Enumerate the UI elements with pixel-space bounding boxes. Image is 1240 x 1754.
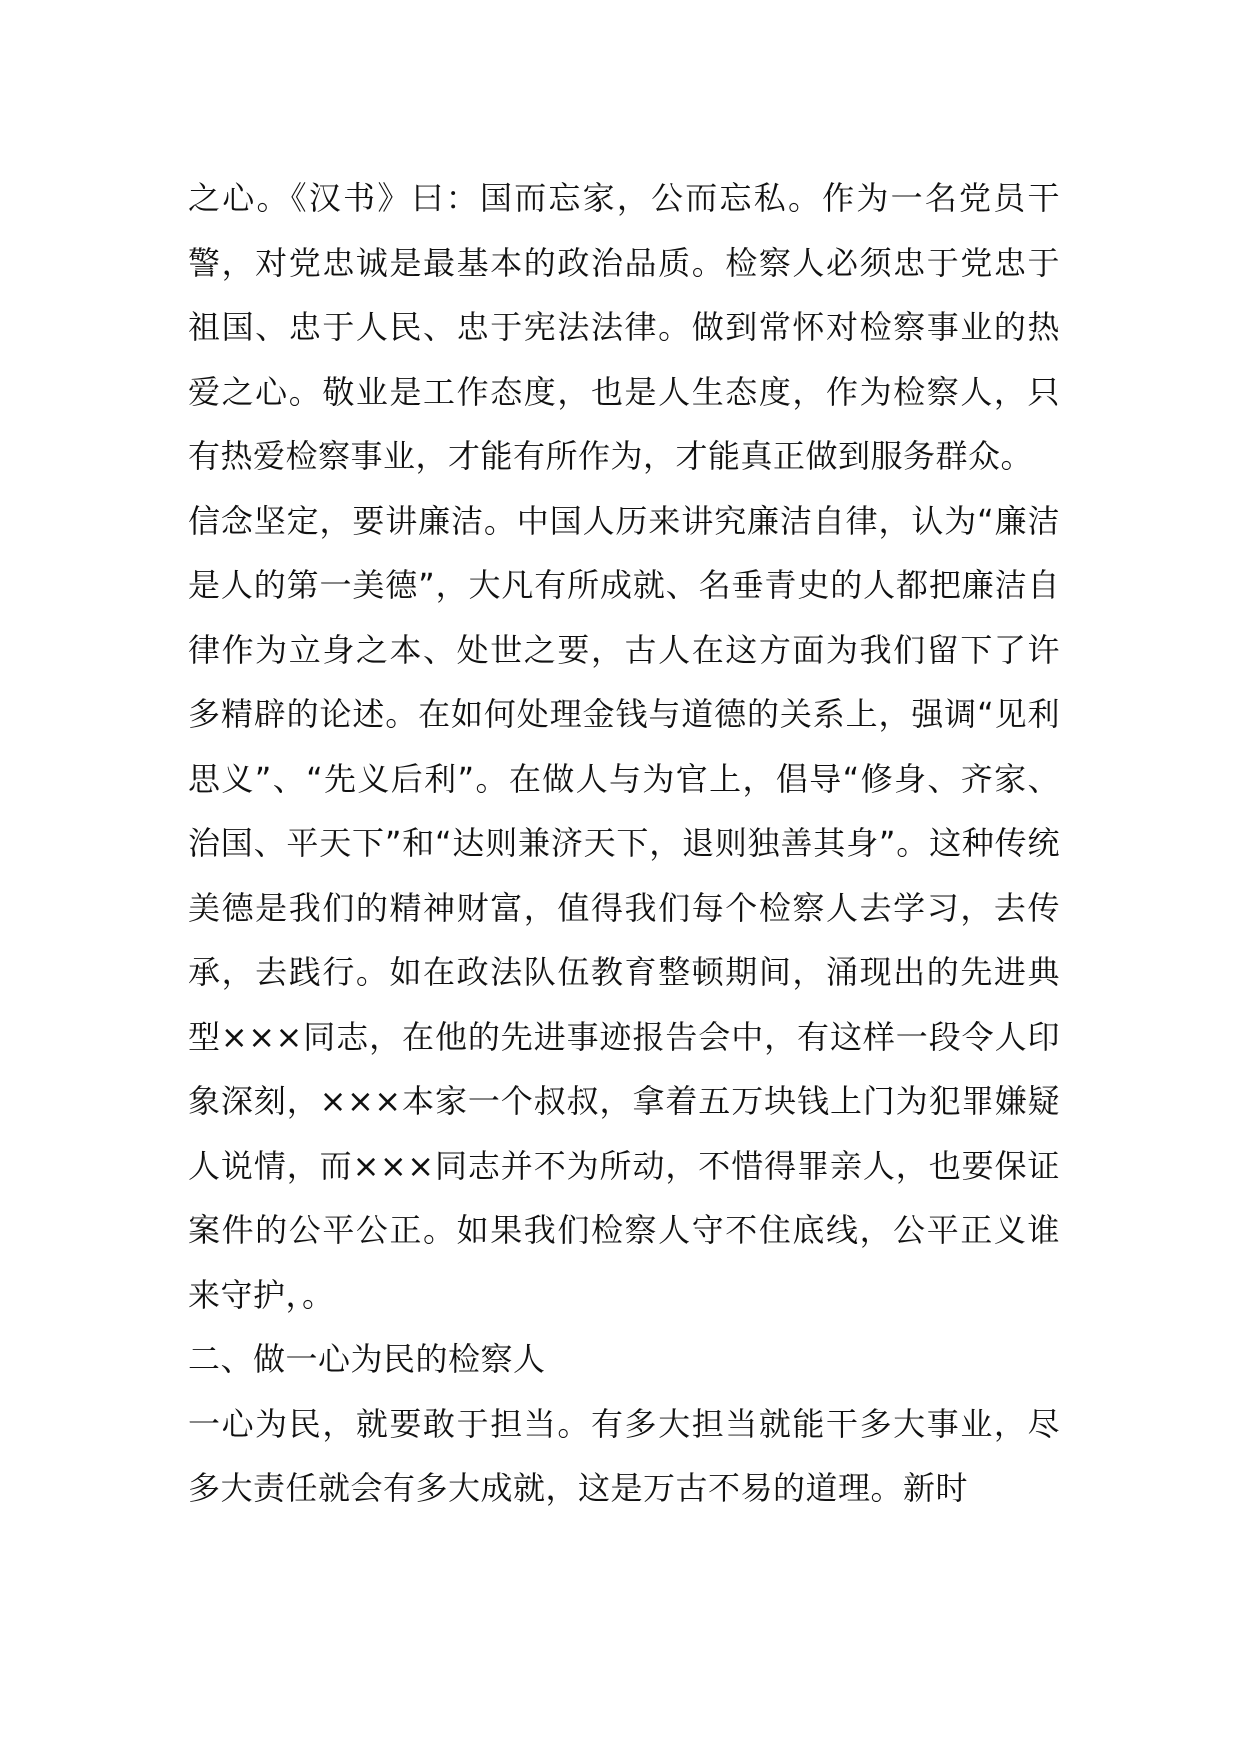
section-heading: 二、做一心为民的检察人 xyxy=(188,1340,546,1378)
paragraph-responsibility: 一心为民，就要敢于担当。有多大担当就能干多大事业，尽多大责任就会有多大成就，这是万古不易的道理。新时 xyxy=(188,1404,1060,1507)
paragraph-loyalty: 之心。《汉书》曰：国而忘家，公而忘私。作为一名党员干警，对党忠诚是最基本的政治品质。检察人必须忠于党忠于祖国、忠于人民、忠于宪法法律。做到常怀对检察事业的热爱之心。敬业是工作态度，也是人生态度，作为检察人，只有热爱检察事业，才能有所作为，才能真正做到服务群众。 xyxy=(188,179,1060,475)
paragraph-integrity: 信念坚定，要讲廉洁。中国人历来讲究廉洁自律，认为“廉洁是人的第一美德”，大凡有所成就、名垂青史的人都把廉洁自律作为立身之本、处世之要，古人在这方面为我们留下了许多精辟的论述。在如何处理金钱与道德的关系上，强调“见利思义”、“先义后利”。在做人与为官上，倡导“修身、齐家、治国、平天下”和“达则兼济天下，退则独善其身”。这种传统美德是我们的精神财富，值得我们每个检察人去学习，去传承，去践行。如在政法队伍教育整顿期间，涌现出的先进典型×××同志，在他的先进事迹报告会中，有这样一段令人印象深刻，×××本家一个叔叔，拿着五万块钱上门为犯罪嫌疑人说情，而×××同志并不为所动，不惜得罪亲人，也要保证案件的公平公正。如果我们检察人守不住底线，公平正义谁来守护，。 xyxy=(188,501,1060,1314)
document-page xyxy=(188,166,1060,1521)
